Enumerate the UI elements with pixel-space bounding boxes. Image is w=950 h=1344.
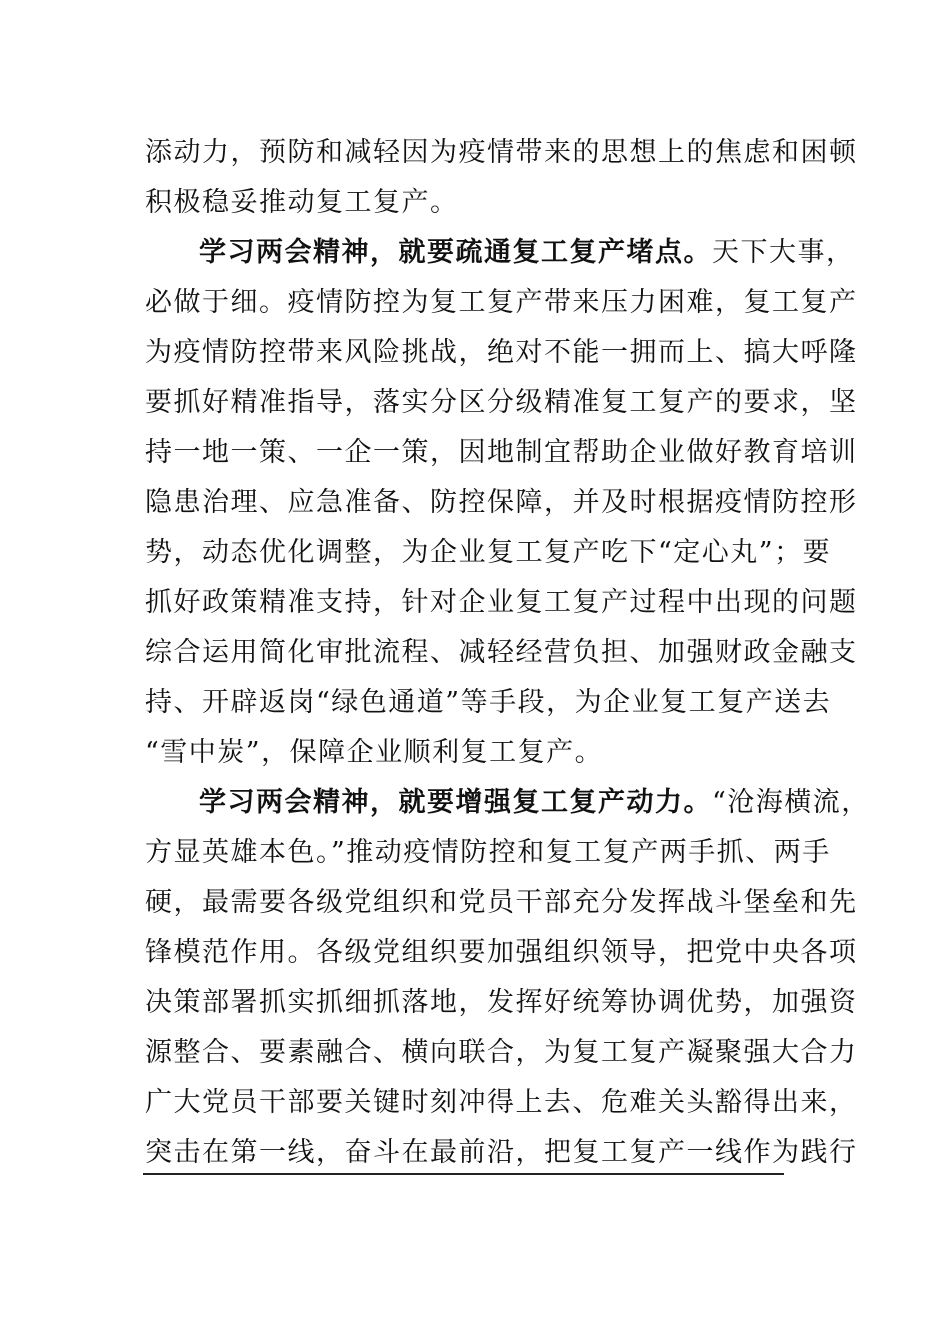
text-line: 积极稳妥推动复工复产。 bbox=[145, 187, 459, 218]
text-line: 隐患治理、应急准备、防控保障，并及时根据疫情防控形 bbox=[145, 487, 858, 518]
text-line: 添动力，预防和减轻因为疫情带来的思想上的焦虑和困顿 bbox=[145, 137, 858, 168]
paragraph-heading-line: 学习两会精神，就要增强复工复产动力。“沧海横流， bbox=[199, 787, 870, 818]
text-line: 为疫情防控带来风险挑战，绝对不能一拥而上、搞大呼隆 bbox=[145, 337, 858, 368]
text-line: “雪中炭”，保障企业顺利复工复产。 bbox=[145, 737, 604, 768]
text-line: 综合运用简化审批流程、减轻经营负担、加强财政金融支 bbox=[145, 637, 858, 668]
text-line: 方显英雄本色。”推动疫情防控和复工复产两手抓、两手 bbox=[145, 837, 831, 868]
paragraph-lead-bold: 学习两会精神，就要增强复工复产动力。 bbox=[199, 787, 712, 818]
text-line: 锋模范作用。各级党组织要加强组织领导，把党中央各项 bbox=[145, 937, 858, 968]
paragraph-lead-bold: 学习两会精神，就要疏通复工复产堵点。 bbox=[199, 237, 712, 268]
text-line: 持、开辟返岗“绿色通道”等手段，为企业复工复产送去 bbox=[145, 687, 832, 718]
text-line: 决策部署抓实抓细抓落地，发挥好统筹协调优势，加强资 bbox=[145, 987, 858, 1018]
text-line: 势，动态优化调整，为企业复工复产吃下“定心丸”；要 bbox=[145, 537, 832, 568]
paragraph-heading-line: 学习两会精神，就要疏通复工复产堵点。天下大事， bbox=[199, 237, 855, 268]
text-line: 突击在第一线，奋斗在最前沿，把复工复产一线作为践行 bbox=[145, 1137, 858, 1168]
text-line: 硬，最需要各级党组织和党员干部充分发挥战斗堡垒和先 bbox=[145, 887, 858, 918]
text-line: 广大党员干部要关键时刻冲得上去、危难关头豁得出来， bbox=[145, 1087, 858, 1118]
text-line: 抓好政策精准支持，针对企业复工复产过程中出现的问题 bbox=[145, 587, 858, 618]
body-text bbox=[145, 128, 870, 1178]
text-line: 必做于细。疫情防控为复工复产带来压力困难，复工复产 bbox=[145, 287, 858, 318]
text-line: 要抓好精准指导，落实分区分级精准复工复产的要求，坚 bbox=[145, 387, 858, 418]
text-line: 源整合、要素融合、横向联合，为复工复产凝聚强大合力 bbox=[145, 1037, 858, 1068]
text-line: 持一地一策、一企一策，因地制宜帮助企业做好教育培训 bbox=[145, 437, 858, 468]
footer-divider bbox=[143, 1173, 784, 1175]
